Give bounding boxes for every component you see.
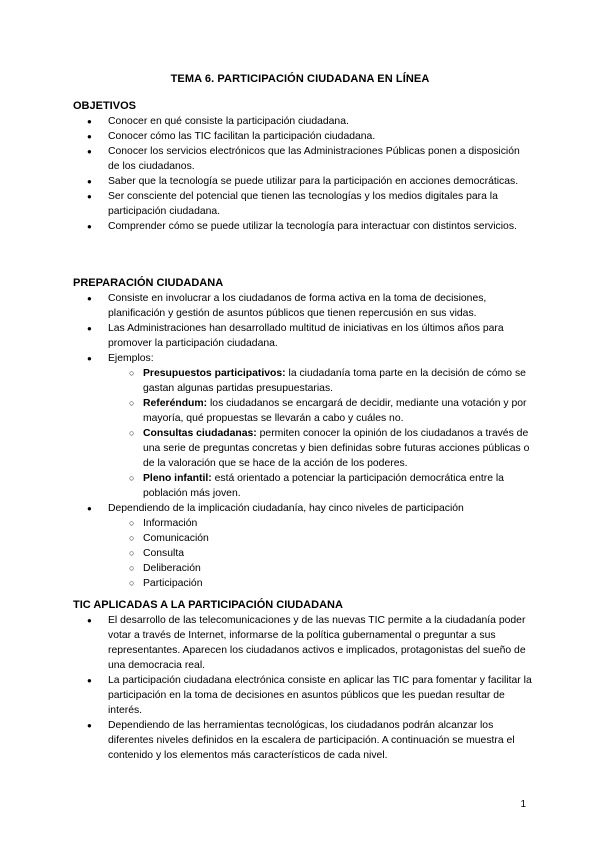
list-item: ● Saber que la tecnología se puede utilizar para la participación en acciones democráticas. (73, 174, 533, 189)
ejemplo-text: los ciudadanos se encargará de decidir, mediante una votación y por mayoría, qué propuestas se llevarán a cabo y cuáles no. (143, 398, 527, 424)
objetivos-list (73, 114, 533, 234)
nivel-item: ○ Consulta (73, 546, 533, 561)
tic-list (73, 613, 533, 763)
tic-heading: TIC APLICADAS A LA PARTICIPACIÓN CIUDADANA (73, 599, 343, 611)
list-item: ● Ser consciente del potencial que tienen las tecnologías y los medios digitales para la participación ciudadana. (73, 189, 533, 219)
list-item: ● Conocer los servicios electrónicos que las Administraciones Públicas ponen a disposición de los ciudadanos. (73, 144, 533, 174)
nivel-item: ○ Participación (73, 576, 533, 591)
list-item (73, 501, 533, 591)
ejemplos-label: Ejemplos: (108, 353, 154, 364)
ejemplo-text: permiten conocer la opinión de los ciudadanos a través de una serie de preguntas concretas y bien definidas sobre futuras acciones públicas o de la valoración que se hace de la acción de los poderes. (143, 428, 530, 469)
ejemplo-text: la ciudadanía toma parte en la decisión de cómo se gastan algunas partidas presupuestarias. (143, 368, 526, 394)
preparacion-list (73, 291, 533, 591)
document-title: TEMA 6. PARTICIPACIÓN CIUDADANA EN LÍNEA (170, 73, 430, 85)
ejemplo-text: está orientado a potenciar la participación democrática entre la población más joven. (143, 473, 504, 499)
list-item: ● El desarrollo de las telecomunicaciones y de las nuevas TIC permite a la ciudadanía poder votar a través de Internet, informarse de la política gubernamental o preguntar a sus representantes. Aparecen los ciudadanos activos e implicados, protagonistas del sueño de una democracia real. (73, 613, 533, 673)
ejemplo-item (73, 366, 533, 396)
list-item: ● Consiste en involucrar a los ciudadanos de forma activa en la toma de decisiones, planificación y gestión de asuntos públicos que tienen repercusión en sus vidas. (73, 291, 533, 321)
preparacion-heading: PREPARACIÓN CIUDADANA (73, 277, 224, 289)
page-number: 1 (520, 799, 526, 810)
nivel-item: ○ Comunicación (73, 531, 533, 546)
ejemplo-item (73, 426, 533, 471)
niveles-label: Dependiendo de la implicación ciudadanía, hay cinco niveles de participación (108, 503, 464, 514)
section-objetivos (73, 99, 533, 234)
list-item: ● Conocer en qué consiste la participación ciudadana. (73, 114, 533, 129)
list-item: ● La participación ciudadana electrónica consiste en aplicar las TIC para fomentar y facilitar la participación en la toma de decisiones en asuntos públicos que les puedan resultar de interés. (73, 673, 533, 718)
ejemplo-item (73, 396, 533, 426)
nivel-item: ○ Información (73, 516, 533, 531)
niveles-list (108, 516, 533, 591)
ejemplo-term: Consultas ciudadanas: (143, 428, 257, 439)
ejemplo-item (73, 471, 533, 501)
list-item: ● Dependiendo de las herramientas tecnológicas, los ciudadanos podrán alcanzar los diferentes niveles definidos en la escalera de participación. A continuación se muestra el contenido y los elementos más característicos de cada nivel. (73, 718, 533, 763)
section-tic (73, 598, 533, 763)
list-item: ● Las Administraciones han desarrollado multitud de iniciativas en los últimos años para promover la participación ciudadana. (73, 321, 533, 351)
ejemplo-term: Presupuestos participativos: (143, 368, 286, 379)
nivel-item: ○ Deliberación (73, 561, 533, 576)
list-item: ● Comprender cómo se puede utilizar la tecnología para interactuar con distintos servicios. (73, 219, 533, 234)
ejemplo-term: Referéndum: (143, 398, 208, 409)
list-item (73, 351, 533, 501)
ejemplo-term: Pleno infantil: (143, 473, 212, 484)
list-item: ● Conocer cómo las TIC facilitan la participación ciudadana. (73, 129, 533, 144)
objetivos-heading: OBJETIVOS (73, 100, 136, 112)
ejemplos-list (108, 366, 533, 501)
section-preparacion (73, 276, 533, 591)
